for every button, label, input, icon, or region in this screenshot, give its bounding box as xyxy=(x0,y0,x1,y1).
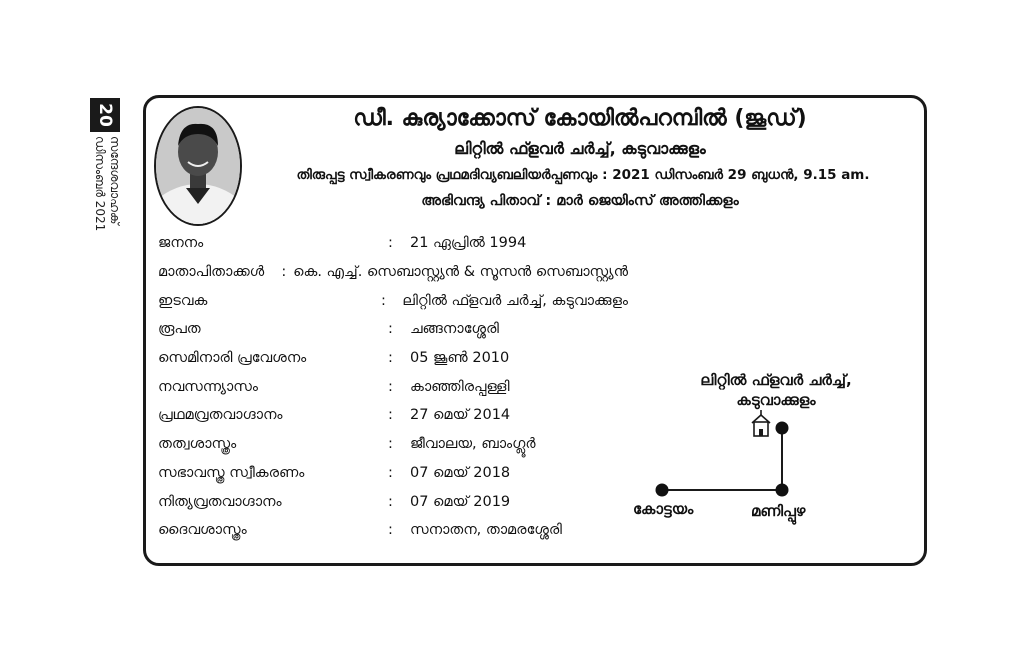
page-number: 20 xyxy=(94,103,115,127)
city-manippuzha: മണിപ്പുഴ xyxy=(751,502,806,520)
detail-label: സഭാവസ്ത്ര സ്വീകരണം xyxy=(158,464,305,481)
detail-label: മാതാപിതാക്കൾ xyxy=(158,264,265,281)
detail-separator: : xyxy=(388,235,393,252)
detail-separator: : xyxy=(388,378,393,395)
detail-value: 27 മെയ് 2014 xyxy=(410,407,511,424)
detail-separator: : xyxy=(388,350,393,367)
detail-label: തത്വശാസ്ത്രം xyxy=(158,436,237,453)
detail-separator: : xyxy=(388,493,393,510)
detail-separator: : xyxy=(281,264,287,281)
church-place: കടുവാക്കുളം xyxy=(736,391,816,409)
detail-value: ചങ്ങനാശ്ശേരി xyxy=(410,321,499,338)
detail-separator: : xyxy=(388,321,393,338)
detail-label: ദൈവശാസ്ത്രം xyxy=(158,522,247,539)
detail-label: നവസന്ന്യാസം xyxy=(158,378,258,395)
detail-row xyxy=(158,516,628,545)
detail-separator: : xyxy=(388,522,393,539)
detail-label: ഇടവക xyxy=(158,292,208,309)
detail-label: പ്രഥമവ്രതവാഗ്ദാനം xyxy=(158,407,283,424)
detail-row xyxy=(158,487,628,516)
detail-value: 07 മെയ് 2018 xyxy=(410,464,511,481)
ordaining-bishop: അഭിവന്ദ്യ പിതാവ് : മാർ ജെയിംസ് അത്തിക്കളം xyxy=(421,193,739,209)
detail-row xyxy=(158,401,628,430)
detail-value: ജീവാലയ, ബാംഗ്ലൂർ xyxy=(410,436,536,453)
kottayam-dot xyxy=(656,484,669,497)
ordination-info: തിരുപ്പട്ട സ്വീകരണവും പ്രഥമദിവ്യബലിയർപ്പണവും : 2021 ഡിസംബർ 29 ബുധൻ, 9.15 am. xyxy=(296,167,870,183)
detail-value: 21 ഏപ്രിൽ 1994 xyxy=(410,235,527,252)
detail-row xyxy=(158,344,628,373)
detail-value: 05 ജൂൺ 2010 xyxy=(410,350,510,367)
detail-label: രൂപത xyxy=(158,321,201,338)
city-kottayam: കോട്ടയം xyxy=(633,500,694,518)
manippuzha-dot xyxy=(776,484,789,497)
church-location-title xyxy=(686,370,866,410)
detail-label: നിത്യവ്രതവാഗ്ദാനം xyxy=(158,493,282,510)
portrait-photo xyxy=(154,106,242,226)
parish-subtitle: ലിറ്റിൽ ഫ്ളവർ ചർച്ച്, കടുവാക്കുളം xyxy=(454,139,706,158)
deacon-name-title: ഡീ. കുര്യാക്കോസ് കോയിൽപറമ്പിൽ (ജൂഡ്) xyxy=(353,106,807,131)
detail-row xyxy=(158,258,628,287)
church-dot xyxy=(776,422,789,435)
detail-value: 07 മെയ് 2019 xyxy=(410,493,511,510)
page-number-tab xyxy=(90,98,120,132)
details-list xyxy=(158,229,628,545)
issue-label: സന്ദേശവാഹക് ഡിസംബർ 2021 xyxy=(93,136,122,232)
detail-row xyxy=(158,286,628,315)
detail-row xyxy=(158,229,628,258)
detail-value: ലിറ്റിൽ ഫ്ളവർ ചർച്ച്, കടുവാക്കുളം xyxy=(402,292,628,309)
detail-separator: : xyxy=(388,464,393,481)
detail-value: കെ. എച്ച്. സെബാസ്റ്റ്യൻ & സൂസൻ സെബാസ്റ്റ്യൻ xyxy=(293,264,628,281)
detail-separator: : xyxy=(388,407,393,424)
detail-row xyxy=(158,430,628,459)
detail-separator: : xyxy=(381,292,386,309)
ordination-card xyxy=(143,95,927,566)
church-icon xyxy=(752,410,770,436)
detail-label: ജനനം xyxy=(158,235,204,252)
detail-value: സനാതന, താമരശ്ശേരി xyxy=(410,522,562,539)
detail-separator: : xyxy=(388,436,393,453)
detail-label: സെമിനാരി പ്രവേശനം xyxy=(158,350,307,367)
detail-row xyxy=(158,372,628,401)
detail-row xyxy=(158,315,628,344)
church-name: ലിറ്റിൽ ഫ്ളവർ ചർച്ച്, xyxy=(700,371,852,389)
portrait-illustration xyxy=(156,108,240,224)
detail-value: കാഞ്ഞിരപ്പള്ളി xyxy=(410,378,510,395)
route-line xyxy=(662,428,782,490)
detail-row xyxy=(158,459,628,488)
